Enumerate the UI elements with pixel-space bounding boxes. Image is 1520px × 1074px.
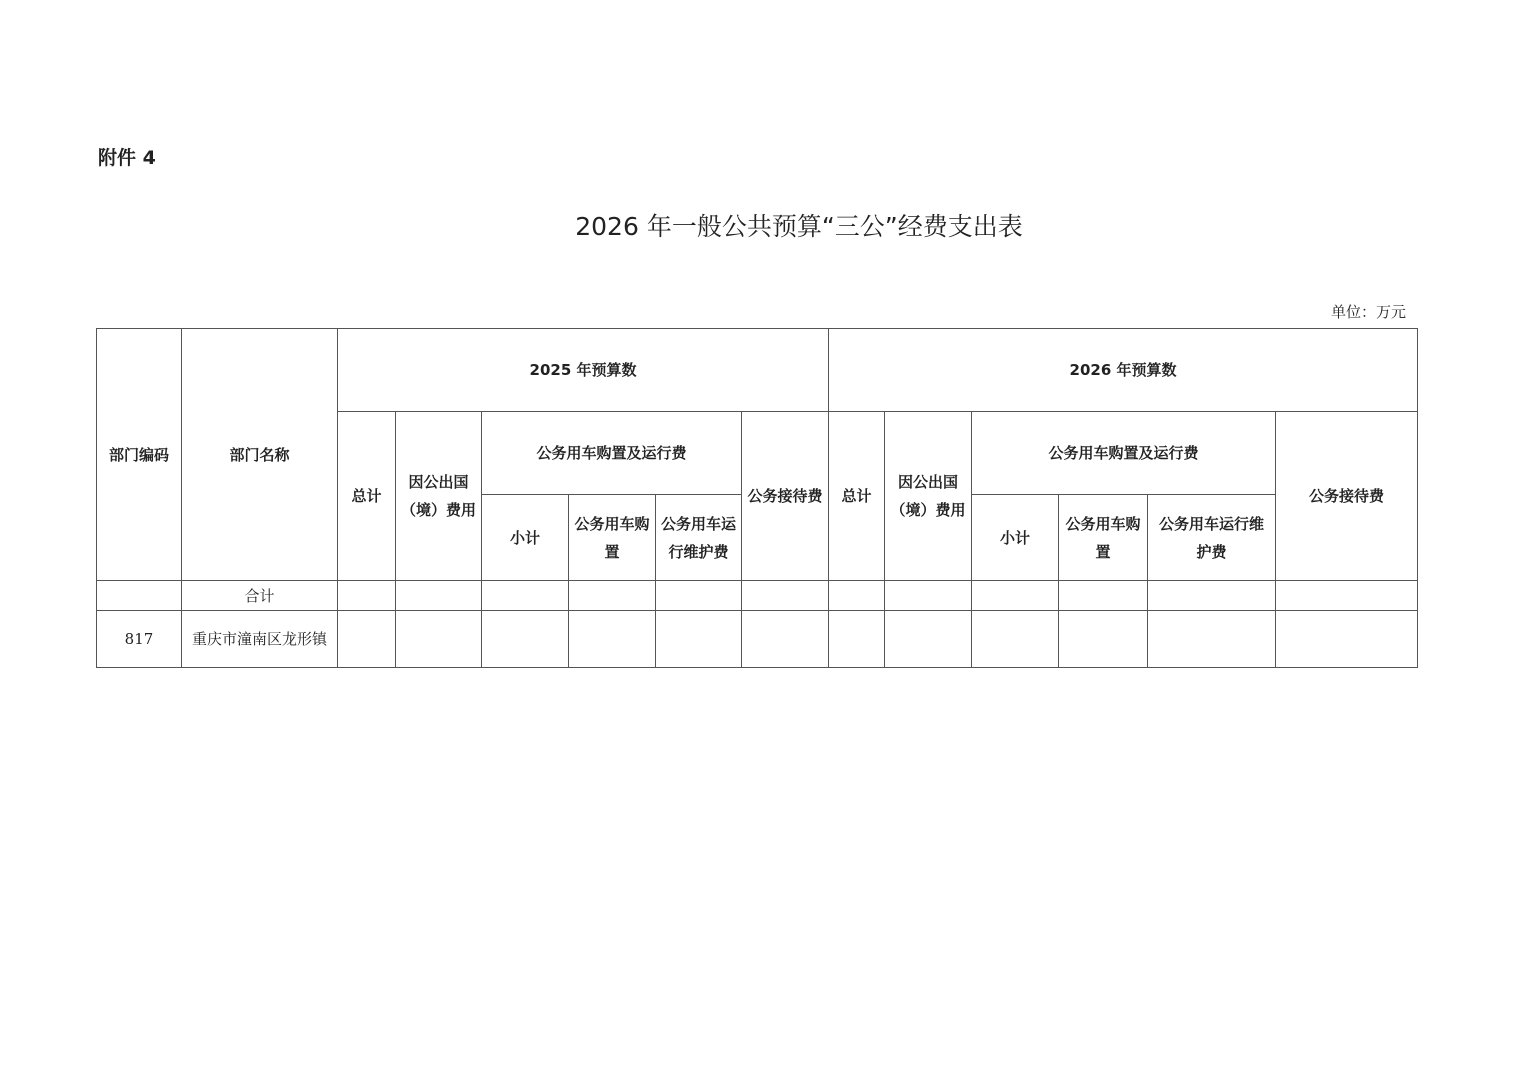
header-dept-name: 部门名称 [182, 329, 338, 581]
unit-label: 单位：万元 [1330, 303, 1406, 321]
header-2026-vehicle-subtotal: 小计 [972, 495, 1059, 581]
header-2026-vehicle-maintenance: 公务用车运行维护费 [1148, 495, 1276, 581]
header-2025-vehicle-group: 公务用车购置及运行费 [482, 412, 742, 495]
cell-dept-code [97, 581, 182, 611]
cell-2026-total [829, 611, 885, 668]
cell-2026-reception [1276, 611, 1418, 668]
header-2025-vehicle-subtotal: 小计 [482, 495, 569, 581]
cell-2026-vehicle-maintenance [1148, 611, 1276, 668]
header-2026-vehicle-group: 公务用车购置及运行费 [972, 412, 1276, 495]
attachment-label: 附件 4 [98, 147, 156, 169]
cell-2025-reception [742, 611, 829, 668]
header-dept-code: 部门编码 [97, 329, 182, 581]
cell-2025-vehicle-subtotal [482, 611, 569, 668]
cell-2025-vehicle-subtotal [482, 581, 569, 611]
header-2026-reception: 公务接待费 [1276, 412, 1418, 581]
header-2026-abroad: 因公出国（境）费用 [885, 412, 972, 581]
cell-dept-name: 重庆市潼南区龙形镇 [182, 611, 338, 668]
document-title: 2026 年一般公共预算“三公”经费支出表 [575, 212, 1023, 241]
table-row [97, 611, 1418, 668]
cell-2026-vehicle-purchase [1059, 581, 1148, 611]
header-budget-2026: 2026 年预算数 [829, 329, 1418, 412]
cell-2025-reception [742, 581, 829, 611]
cell-2026-total [829, 581, 885, 611]
cell-2025-vehicle-purchase [569, 611, 656, 668]
header-2026-total: 总计 [829, 412, 885, 581]
three-public-expenses-table [96, 328, 1418, 668]
cell-2025-abroad [396, 581, 482, 611]
cell-2026-vehicle-maintenance [1148, 581, 1276, 611]
cell-2026-vehicle-subtotal [972, 611, 1059, 668]
header-2025-reception: 公务接待费 [742, 412, 829, 581]
cell-2025-vehicle-purchase [569, 581, 656, 611]
cell-2025-total [338, 581, 396, 611]
cell-2025-abroad [396, 611, 482, 668]
header-2025-total: 总计 [338, 412, 396, 581]
cell-2025-vehicle-maintenance [656, 611, 742, 668]
header-2025-abroad: 因公出国（境）费用 [396, 412, 482, 581]
cell-2026-abroad [885, 611, 972, 668]
cell-2025-total [338, 611, 396, 668]
cell-2026-vehicle-subtotal [972, 581, 1059, 611]
header-2025-vehicle-maintenance: 公务用车运行维护费 [656, 495, 742, 581]
header-budget-2025: 2025 年预算数 [338, 329, 829, 412]
cell-2025-vehicle-maintenance [656, 581, 742, 611]
cell-dept-code: 817 [97, 611, 182, 668]
cell-2026-vehicle-purchase [1059, 611, 1148, 668]
cell-2026-reception [1276, 581, 1418, 611]
header-row-years [97, 329, 1418, 412]
cell-dept-name: 合计 [182, 581, 338, 611]
header-2025-vehicle-purchase: 公务用车购置 [569, 495, 656, 581]
cell-2026-abroad [885, 581, 972, 611]
header-2026-vehicle-purchase: 公务用车购置 [1059, 495, 1148, 581]
table-row-total [97, 581, 1418, 611]
